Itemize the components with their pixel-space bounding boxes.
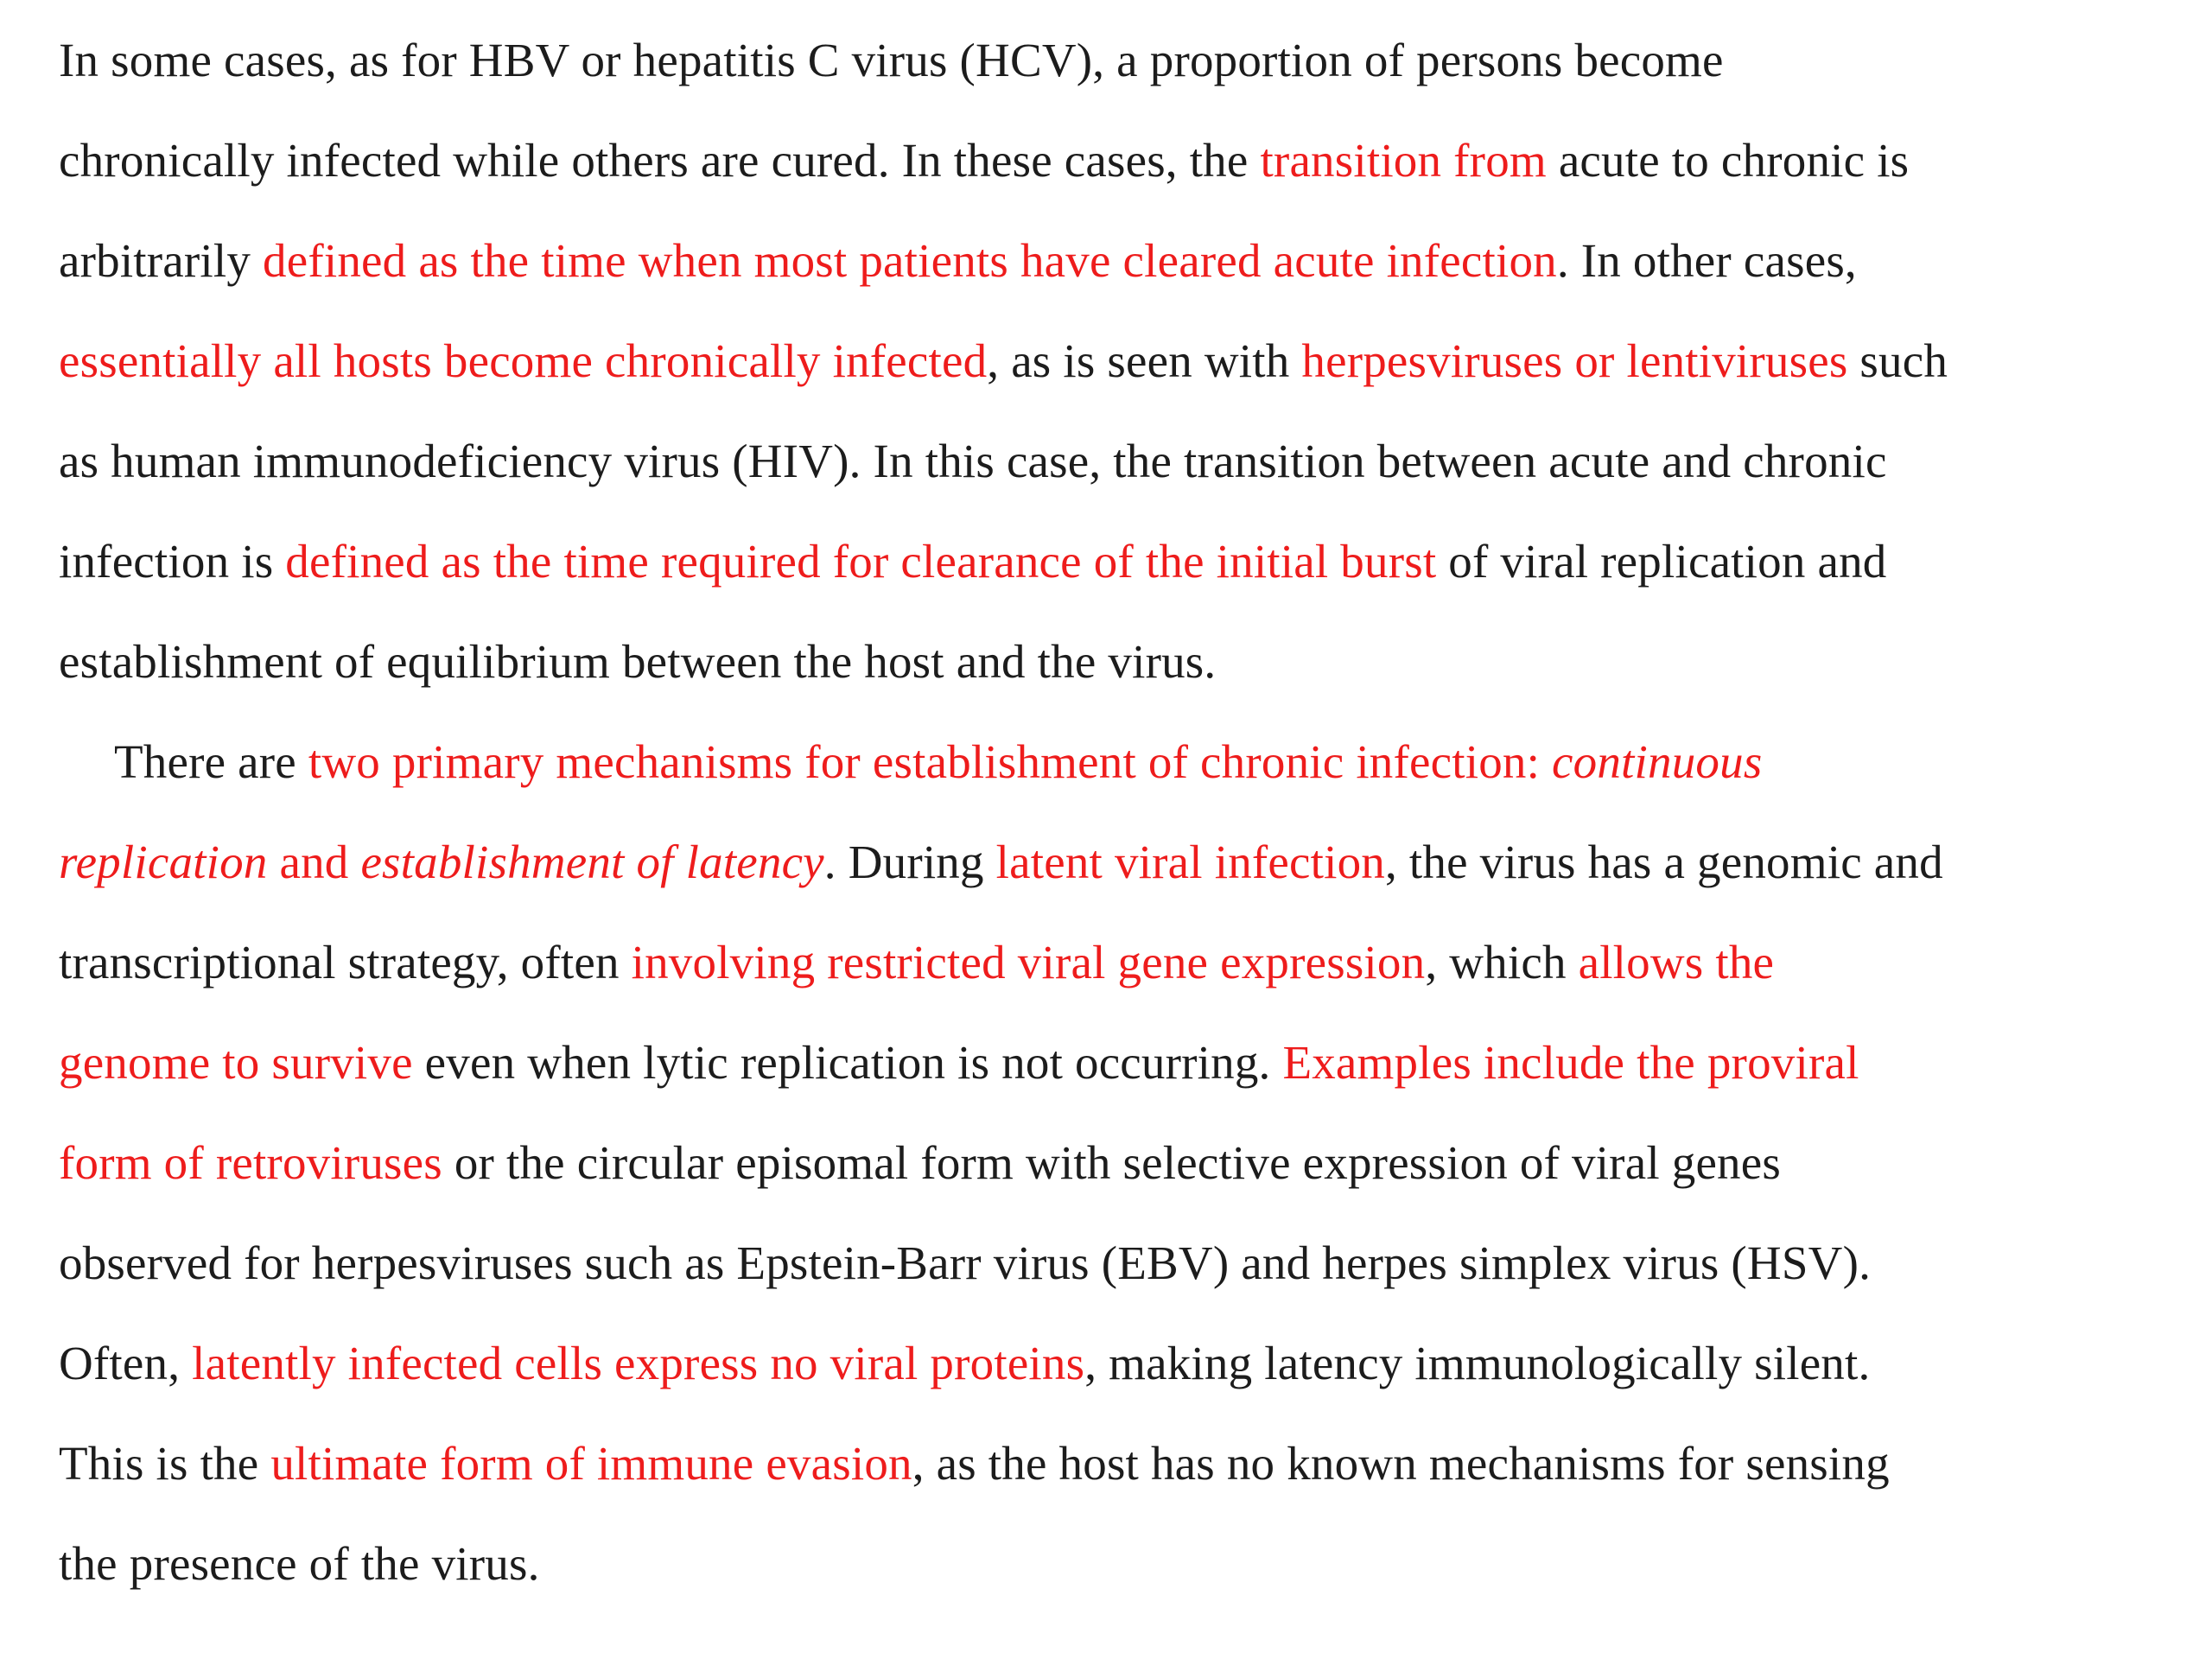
text-line [59, 431, 1887, 492]
text-run: infection is [59, 535, 286, 588]
highlighted-text: and [267, 836, 361, 888]
highlighted-text: defined as the time when most patients have cleared acute infection [263, 234, 1557, 287]
text-line [59, 531, 1887, 592]
text-run: transcriptional strategy, often [59, 936, 632, 988]
highlighted-text: two primary mechanisms for establishment of chronic infection: [308, 735, 1553, 788]
highlighted-text: essentially all hosts become chronically infected [59, 334, 988, 387]
text-line [59, 832, 1943, 893]
text-line [114, 732, 1762, 792]
highlighted-italic-text: continuous [1552, 735, 1763, 788]
text-line [59, 1133, 1781, 1193]
highlighted-text: genome to survive [59, 1036, 413, 1089]
text-run: such [1847, 334, 1948, 387]
text-run: even when lytic replication is not occurring. [412, 1036, 1283, 1089]
text-line [59, 1033, 1859, 1093]
text-line [59, 632, 1216, 692]
text-run: Often, [59, 1337, 193, 1389]
highlighted-text: allows the [1578, 936, 1775, 988]
text-run: of viral replication and [1436, 535, 1887, 588]
text-run: acute to chronic is [1546, 134, 1910, 187]
highlighted-text: involving restricted viral gene expression [631, 936, 1426, 988]
text-run: In some cases, as for HBV or hepatitis C virus (HCV), a proportion of persons become [59, 34, 1724, 86]
text-run: , making latency immunologically silent. [1084, 1337, 1871, 1389]
text-line [59, 30, 1724, 91]
highlighted-text: latent viral infection [995, 836, 1386, 888]
highlighted-text: latently infected cells express no viral proteins [192, 1337, 1085, 1389]
highlighted-italic-text: establishment of latency [360, 836, 824, 888]
highlighted-text: ultimate form of immune evasion [270, 1437, 912, 1490]
text-run: as human immunodeficiency virus (HIV). In this case, the transition between acute and chronic [59, 435, 1887, 487]
text-line [59, 932, 1774, 993]
text-run: . In other cases, [1556, 234, 1857, 287]
text-run: establishment of equilibrium between the host and the virus. [59, 635, 1217, 688]
text-line [59, 130, 1909, 191]
text-run: This is the [59, 1437, 271, 1490]
text-line [59, 331, 1948, 391]
text-run: , as is seen with [987, 334, 1302, 387]
text-run: chronically infected while others are cured. In these cases, the [59, 134, 1261, 187]
highlighted-text: Examples include the proviral [1282, 1036, 1859, 1089]
text-run: , which [1425, 936, 1579, 988]
highlighted-text: defined as the time required for clearance of the initial burst [285, 535, 1437, 588]
text-run: , the virus has a genomic and [1385, 836, 1943, 888]
text-run: observed for herpesviruses such as Epstein-Barr virus (EBV) and herpes simplex virus (HSV). [59, 1236, 1872, 1289]
text-line [59, 231, 1857, 291]
text-run: the presence of the virus. [59, 1537, 540, 1590]
text-run: , as the host has no known mechanisms for sensing [912, 1437, 1890, 1490]
text-line [59, 1333, 1870, 1394]
text-run: . During [823, 836, 996, 888]
text-run: There are [114, 735, 308, 788]
text-line [59, 1534, 540, 1594]
highlighted-text: form of retroviruses [59, 1136, 442, 1189]
text-run: or the circular episomal form with selective expression of viral genes [442, 1136, 1781, 1189]
highlighted-text: herpesviruses or lentiviruses [1301, 334, 1848, 387]
highlighted-italic-text: replication [59, 836, 268, 888]
highlighted-text: transition from [1260, 134, 1547, 187]
text-line [59, 1433, 1890, 1494]
text-line [59, 1233, 1871, 1294]
text-run: arbitrarily [59, 234, 264, 287]
